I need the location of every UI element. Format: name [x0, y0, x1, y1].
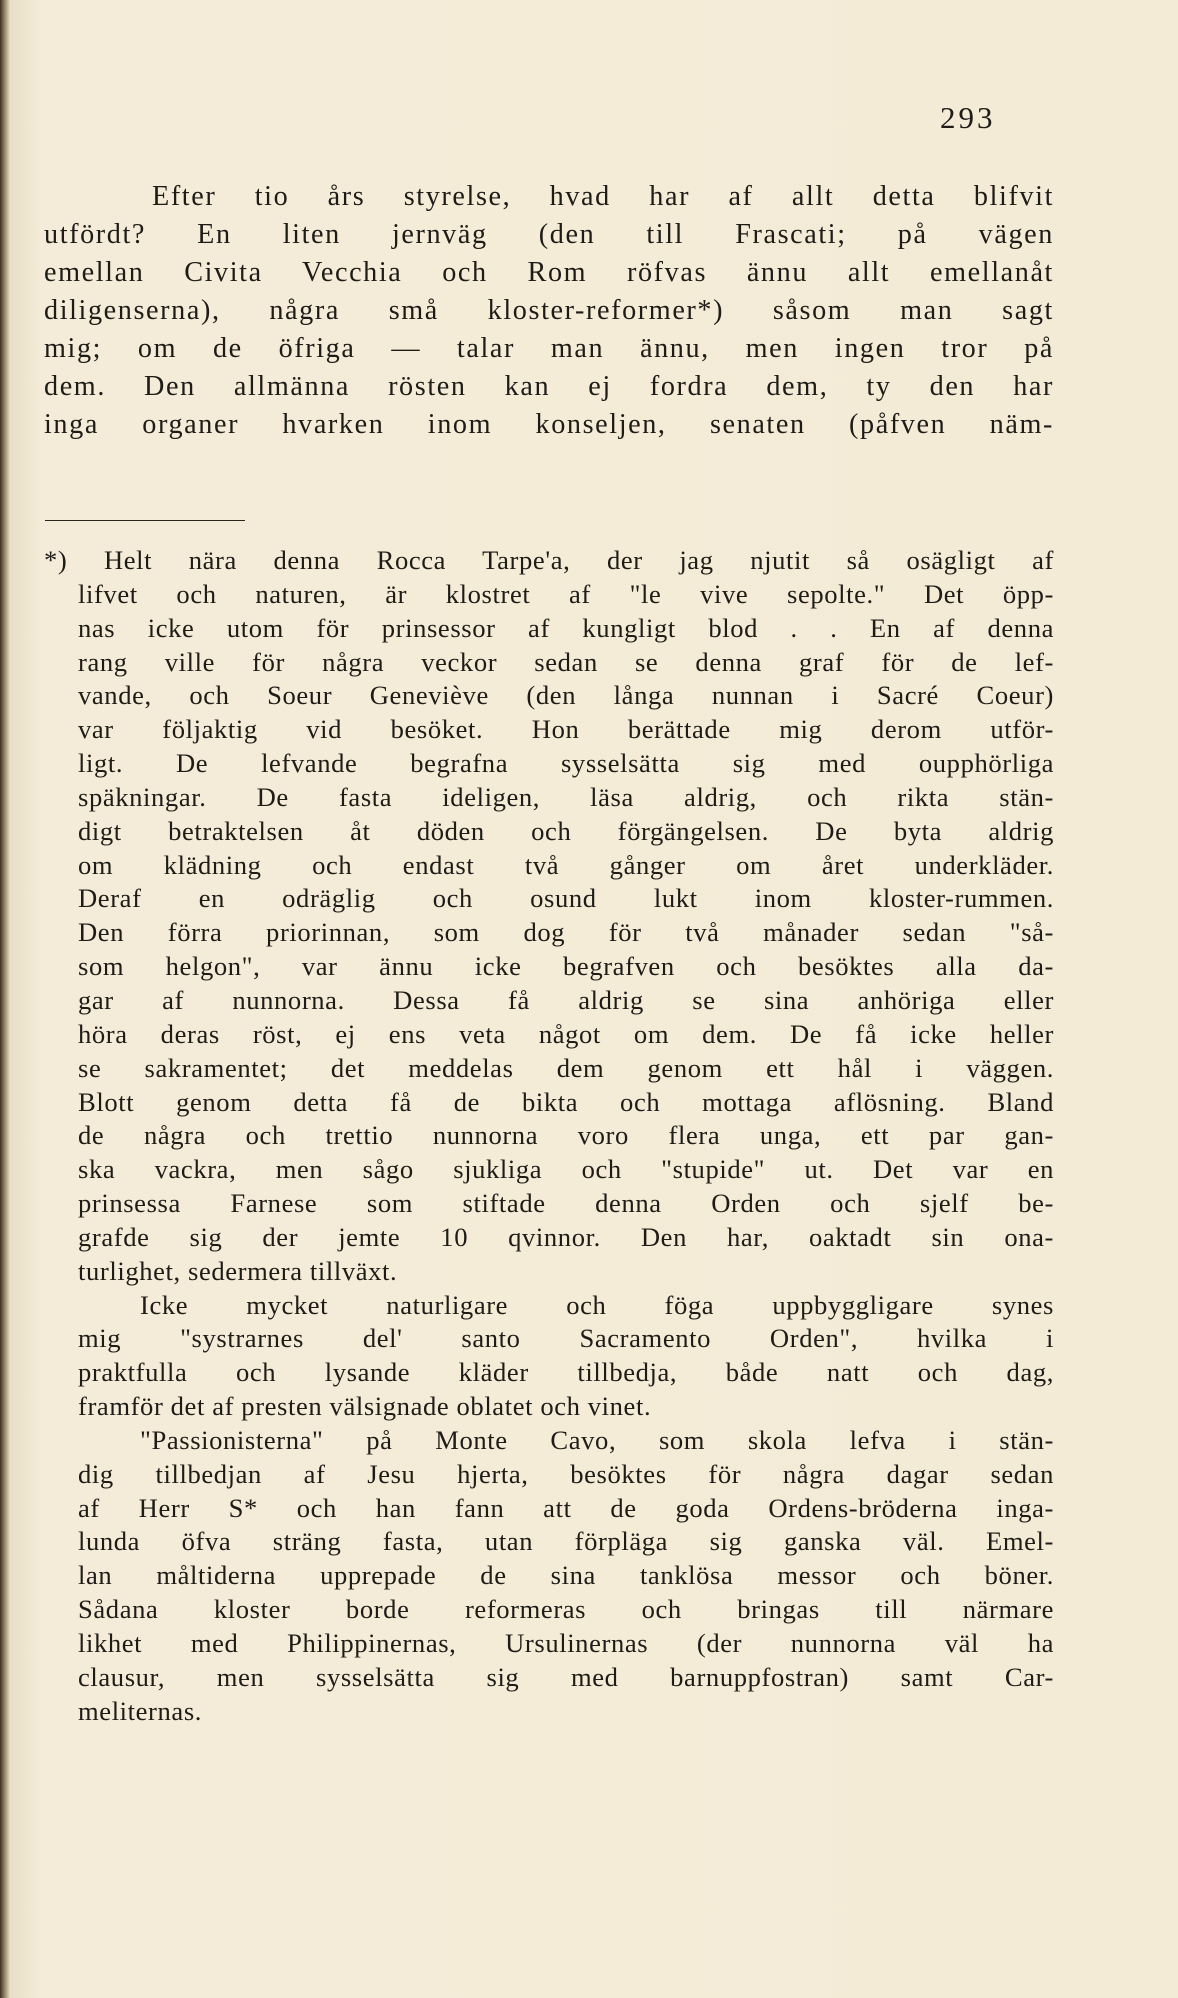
footnote-line: lan måltiderna upprepade de sina tanklösa messor och böner. [78, 1560, 1054, 1591]
footnote-line: Blott genom detta få de bikta och mottaga aflösning. Bland [78, 1086, 1054, 1117]
footnote-divider [45, 520, 245, 521]
footnote-line: clausur, men sysselsätta sig med barnuppfostran) samt Car- [78, 1661, 1054, 1692]
footnote-line: de några och trettio nunnorna voro flera unga, ett par gan- [78, 1120, 1054, 1151]
footnote-line: dig tillbedjan af Jesu hjerta, besöktes för några dagar sedan [78, 1458, 1054, 1489]
text-line: emellan Civita Vecchia och Rom röfvas ännu allt emellanåt [44, 257, 1054, 288]
footnote-line: Den förra priorinnan, som dog för två månader sedan "så- [78, 917, 1054, 948]
footnote-line: som helgon", var ännu icke begrafven och besöktes alla da- [78, 951, 1054, 982]
footnote-line: *) Helt nära denna Rocca Tarpe'a, der jag njutit så osägligt af [44, 545, 1054, 575]
footnote-line: meliternas. [78, 1695, 203, 1726]
footnote-line: grafde sig der jemte 10 qvinnor. Den har, oaktadt sin ona- [78, 1221, 1054, 1252]
footnote-line: mig "systrarnes del' santo Sacramento Orden", hvilka i [78, 1323, 1054, 1354]
footnote-line: Deraf en odräglig och osund lukt inom kloster-rummen. [78, 883, 1054, 914]
footnote-line: Sådana kloster borde reformeras och bringas till närmare [78, 1594, 1054, 1625]
footnote-line: "Passionisterna" på Monte Cavo, som skola lefva i stän- [140, 1424, 1054, 1455]
footnote-line: Icke mycket naturligare och föga uppbyggligare synes [140, 1289, 1054, 1320]
footnote-line: gar af nunnorna. Dessa få aldrig se sina anhöriga eller [78, 984, 1054, 1015]
footnote-line: digt betraktelsen åt döden och förgängelsen. De byta aldrig [78, 815, 1054, 846]
footnote-line: af Herr S* och han fann att de goda Ordens-bröderna inga- [78, 1492, 1054, 1523]
footnote-line: rang ville för några veckor sedan se denna graf för de lef- [78, 646, 1054, 677]
main-text [44, 178, 1054, 444]
footnote-line: späkningar. De fasta ideligen, läsa aldrig, och rikta stän- [78, 781, 1054, 812]
footnote-line: framför det af presten välsignade oblatet och vinet. [78, 1391, 652, 1422]
footnote [44, 544, 1054, 1729]
footnote-line: lunda öfva sträng fasta, utan förpläga sig ganska väl. Emel- [78, 1526, 1054, 1557]
footnote-line: var följaktig vid besöket. Hon berättade mig derom utför- [78, 714, 1054, 745]
footnote-line: praktfulla och lysande kläder tillbedja, både natt och dag, [78, 1357, 1054, 1388]
text-line: inga organer hvarken inom konseljen, senaten (påfven näm- [44, 409, 1054, 440]
footnote-line: vande, och Soeur Geneviève (den långa nunnan i Sacré Coeur) [78, 680, 1054, 711]
text-line: mig; om de öfriga — talar man ännu, men ingen tror på [44, 333, 1054, 364]
footnote-line: likhet med Philippinernas, Ursulinernas (der nunnorna väl ha [78, 1628, 1054, 1658]
footnote-line: om klädning och endast två gånger om året underkläder. [78, 849, 1054, 880]
text-line: Efter tio års styrelse, hvad har af allt detta blifvit [152, 181, 1054, 212]
footnote-line: nas icke utom för prinsessor af kungligt blod . . En af denna [78, 612, 1054, 643]
footnote-line: höra deras röst, ej ens veta något om dem. De få icke heller [78, 1018, 1054, 1049]
footnote-line: prinsessa Farnese som stiftade denna Orden och sjelf be- [78, 1188, 1054, 1219]
page-number: 293 [940, 100, 996, 135]
footnote-line: ligt. De lefvande begrafna sysselsätta sig med oupphörliga [78, 748, 1054, 779]
text-line: utfördt? En liten jernväg (den till Frascati; på vägen [44, 219, 1054, 250]
footnote-line: turlighet, sedermera tillväxt. [78, 1255, 398, 1286]
footnote-line: lifvet och naturen, är klostret af "le vive sepolte." Det öpp- [78, 578, 1054, 609]
text-line: dem. Den allmänna rösten kan ej fordra dem, ty den har [44, 371, 1054, 402]
text-line: diligenserna), några små kloster-reformer*) såsom man sagt [44, 295, 1054, 326]
footnote-line: se sakramentet; det meddelas dem genom ett hål i väggen. [78, 1052, 1054, 1083]
footnote-line: ska vackra, men sågo sjukliga och "stupide" ut. Det var en [78, 1154, 1054, 1185]
